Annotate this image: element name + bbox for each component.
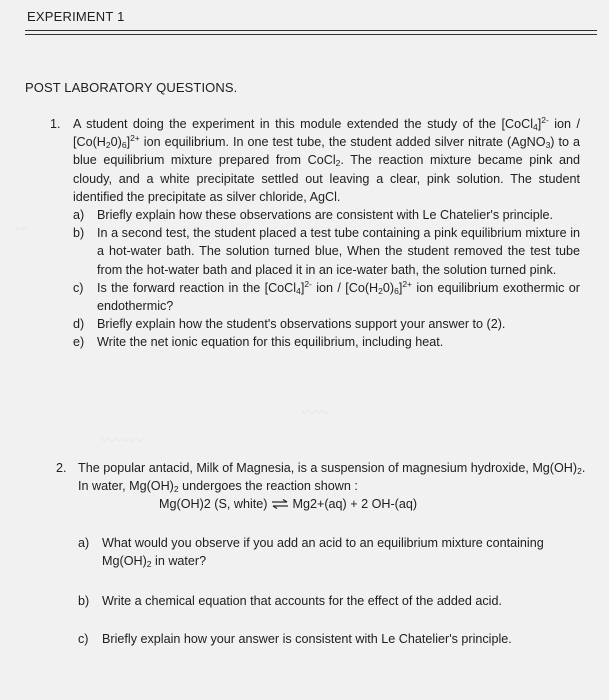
part-text: Briefly explain how your answer is consistent with Le Chatelier's principle. (102, 632, 512, 647)
part-label: c) (73, 280, 84, 295)
equation-reactant: Mg(OH)2 (S, white) (159, 497, 268, 512)
part-label: b) (73, 226, 85, 241)
question-part (73, 279, 580, 315)
question-part (73, 333, 580, 351)
question-1 (50, 115, 580, 352)
bleed-through-mark: 〰〰〰 (100, 433, 142, 449)
part-text: Write the net ionic equation for this equilibrium, including heat. (97, 335, 444, 350)
section-title: POST LABORATORY QUESTIONS. (25, 80, 238, 95)
equation-products: Mg2+(aq) + 2 OH-(aq) (292, 497, 418, 512)
question-part (73, 224, 580, 279)
part-label: b) (78, 594, 90, 609)
question-part (73, 315, 580, 333)
part-text: Write a chemical equation that accounts for the effect of the added acid. (102, 594, 502, 609)
experiment-title: EXPERIMENT 1 (27, 9, 125, 24)
question-2 (56, 459, 586, 648)
part-label: d) (73, 317, 85, 332)
part-text: Briefly explain how the student's observations support your answer to (2). (97, 317, 506, 332)
question-number: 1. (50, 117, 61, 131)
question-number: 2. (56, 461, 67, 475)
part-label: c) (78, 632, 89, 647)
bleed-through-mark: 〰 (14, 222, 27, 236)
question-part (73, 206, 580, 224)
bleed-through-mark: 〰〰 (300, 405, 328, 421)
question-part (78, 534, 586, 570)
equilibrium-arrows-icon (271, 499, 289, 509)
part-text: In a second test, the student placed a test tube containing a pink equilibrium mixture in a hot-water bath. The solution turned blue, When the student removed the test tube from the hot-water bath and placed it in an ice-water bath, the solution turned pink. (97, 226, 580, 277)
part-label: a) (78, 535, 90, 550)
question-part (78, 630, 586, 648)
question-part (78, 592, 586, 610)
part-text: Is the forward reaction in the [CoCl$_4$]$^{2-}$ ion / $[Co(H_20)_6]^{2+}$ ion equilibrium exothermic or endothermic? (97, 278, 580, 314)
part-text: Briefly explain how these observations are consistent with Le Chatelier's principle. (97, 208, 554, 223)
part-label: a) (73, 208, 85, 223)
header-rule-top (25, 30, 597, 31)
question-text: The popular antacid, Milk of Magnesia, is a suspension of magnesium hydroxide, $Mg(OH)_2$. In water, $Mg(OH)_2$ undergoes the reaction shown : (78, 461, 586, 495)
reaction-equation (159, 495, 586, 513)
header-rule-bottom (25, 34, 597, 35)
question-text: A student doing the experiment in this module extended the study of the [CoCl$_4$]$^{2-}$ ion / $[Co(H_20)_6]^{2+}$ ion equilibrium. In one test tube, the student added silver nitrate (AgNO$_3$) to a blue equilibrium mixture prepared from CoCl$_2$. The reaction mixture became pink and cloudy, and a white precipitate settled out leaving a clear, pink solution. The student identified the precipitate as silver chloride, AgCl. (73, 115, 581, 204)
part-label: e) (73, 335, 85, 350)
part-text: What would you observe if you add an acid to an equilibrium mixture containing $Mg(OH)_2$ in water? (102, 535, 544, 569)
